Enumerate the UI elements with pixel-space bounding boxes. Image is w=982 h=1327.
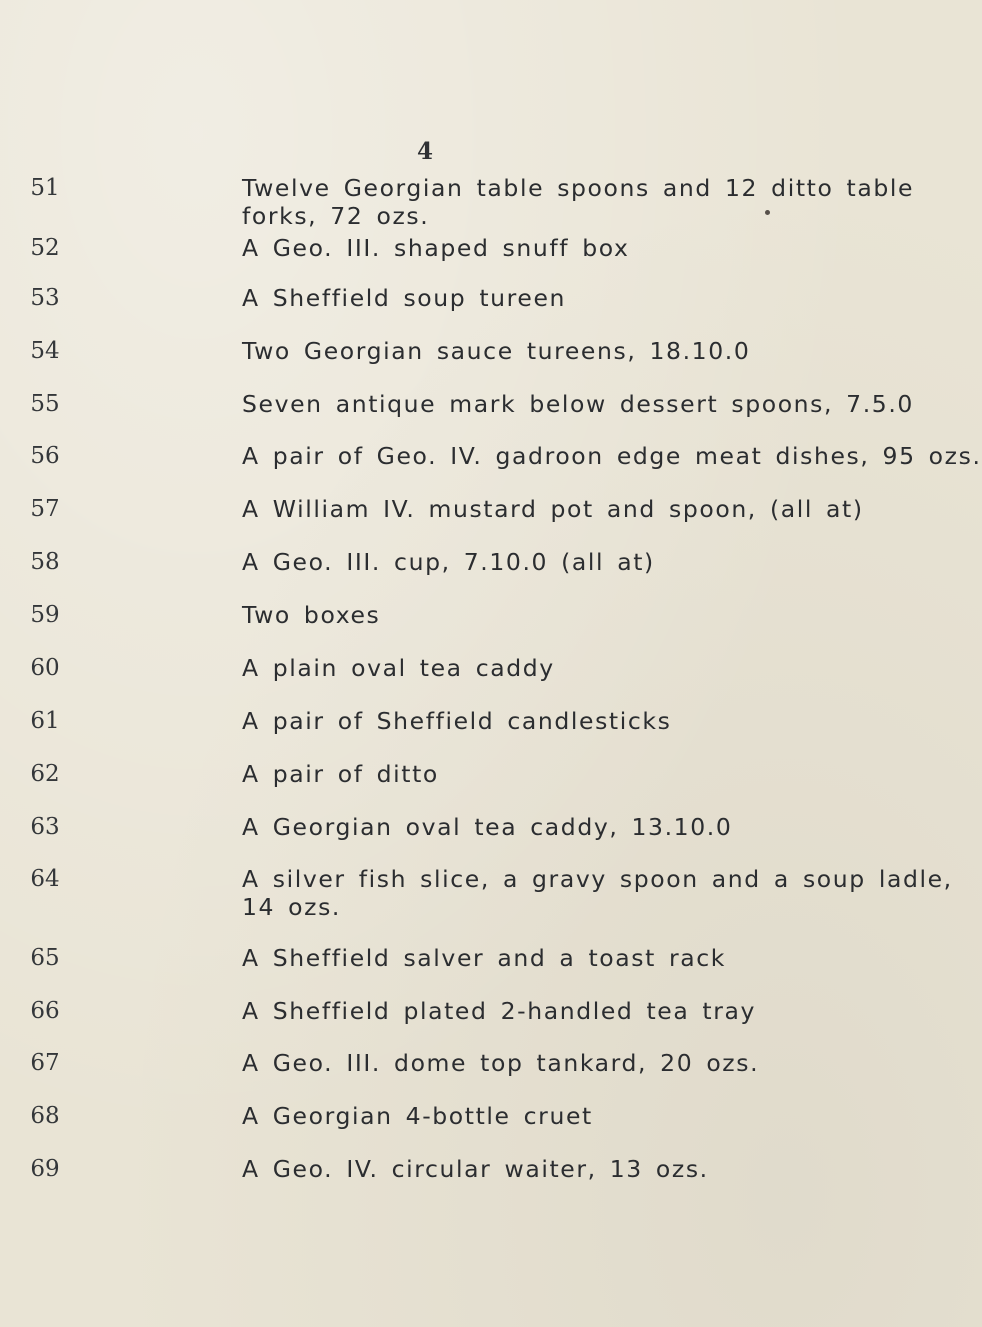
lot-description bbox=[242, 814, 797, 840]
page-number: 4 bbox=[416, 138, 433, 165]
lot-row bbox=[0, 945, 800, 1005]
lot-description bbox=[242, 285, 797, 311]
lot-row bbox=[0, 865, 953, 926]
lot-row bbox=[0, 338, 800, 398]
lot-number: 51 bbox=[30, 175, 60, 201]
lot-description bbox=[242, 442, 982, 470]
lot-row bbox=[0, 655, 800, 715]
lot-description bbox=[242, 549, 797, 575]
lot-row bbox=[0, 761, 800, 821]
lot-row bbox=[0, 174, 915, 235]
lot-description bbox=[242, 865, 953, 921]
lot-description-line: A William IV. mustard pot and spoon, (all at) bbox=[242, 495, 864, 523]
lot-description-line: A Sheffield salver and a toast rack bbox=[242, 944, 726, 972]
lot-description-line: A pair of ditto bbox=[242, 760, 439, 788]
lot-description bbox=[242, 1103, 797, 1129]
lot-number: 56 bbox=[30, 443, 60, 469]
lot-number: 64 bbox=[30, 866, 60, 892]
lot-description-line: A Sheffield plated 2-handled tea tray bbox=[242, 997, 757, 1025]
lot-number: 65 bbox=[30, 945, 60, 971]
lot-description-continuation: forks, 72 ozs. bbox=[242, 202, 430, 230]
lot-description-line: A Geo. III. dome top tankard, 20 ozs. bbox=[242, 1049, 760, 1077]
lot-number: 62 bbox=[30, 761, 60, 787]
lot-number: 57 bbox=[30, 496, 60, 522]
lot-description-line: Twelve Georgian table spoons and 12 ditto table bbox=[242, 174, 915, 202]
lot-description bbox=[242, 338, 797, 364]
lot-description bbox=[242, 998, 797, 1024]
lot-description bbox=[242, 761, 797, 787]
lot-description bbox=[242, 390, 914, 418]
lot-description bbox=[242, 235, 797, 261]
lot-row bbox=[0, 495, 864, 556]
lot-row bbox=[0, 708, 800, 768]
lot-description-line: A silver fish slice, a gravy spoon and a soup ladle, bbox=[242, 865, 953, 893]
lot-number: 69 bbox=[30, 1156, 60, 1182]
lot-description bbox=[242, 602, 797, 628]
lot-description-line: Two Georgian sauce tureens, 18.10.0 bbox=[242, 337, 751, 365]
lot-description-continuation: 14 ozs. bbox=[242, 893, 341, 921]
lot-description-line: A pair of Geo. IV. gadroon edge meat dishes, 95 ozs. bbox=[242, 442, 982, 470]
lot-description-line: A Geo. III. cup, 7.10.0 (all at) bbox=[242, 548, 655, 576]
lot-description bbox=[242, 945, 797, 971]
lot-number: 53 bbox=[30, 285, 60, 311]
lot-row bbox=[0, 1103, 800, 1163]
lot-number: 58 bbox=[30, 549, 60, 575]
lot-description-line: A pair of Sheffield candlesticks bbox=[242, 707, 672, 735]
lot-number: 61 bbox=[30, 708, 60, 734]
lot-description bbox=[242, 655, 797, 681]
lot-number: 59 bbox=[30, 602, 60, 628]
lot-description-line: A Geo. IV. circular waiter, 13 ozs. bbox=[242, 1155, 709, 1183]
lot-row bbox=[0, 1156, 800, 1216]
lot-number: 67 bbox=[30, 1050, 60, 1076]
lot-description-line: A Georgian 4-bottle cruet bbox=[242, 1102, 593, 1130]
lot-number: 68 bbox=[30, 1103, 60, 1129]
lot-description-line: Two boxes bbox=[242, 601, 381, 629]
lot-row bbox=[0, 602, 800, 662]
lot-number: 60 bbox=[30, 655, 60, 681]
lot-description-line: A Georgian oval tea caddy, 13.10.0 bbox=[242, 813, 733, 841]
lot-row bbox=[0, 442, 982, 503]
lot-number: 66 bbox=[30, 998, 60, 1024]
lot-description bbox=[242, 1050, 797, 1076]
lot-description bbox=[242, 495, 864, 523]
lot-number: 55 bbox=[30, 391, 60, 417]
lot-description-line: A Geo. III. shaped snuff box bbox=[242, 234, 630, 262]
lot-number: 52 bbox=[30, 235, 60, 261]
lot-number: 54 bbox=[30, 338, 60, 364]
lot-row bbox=[0, 1050, 800, 1110]
lot-description bbox=[242, 708, 797, 734]
lot-row bbox=[0, 285, 800, 345]
lot-number: 63 bbox=[30, 814, 60, 840]
lot-description-line: A Sheffield soup tureen bbox=[242, 284, 567, 312]
lot-description bbox=[242, 174, 915, 230]
lot-description-line: Seven antique mark below dessert spoons, 7.5.0 bbox=[242, 390, 914, 418]
lot-description-line: A plain oval tea caddy bbox=[242, 654, 555, 682]
lot-description bbox=[242, 1156, 797, 1182]
lot-row bbox=[0, 549, 800, 609]
